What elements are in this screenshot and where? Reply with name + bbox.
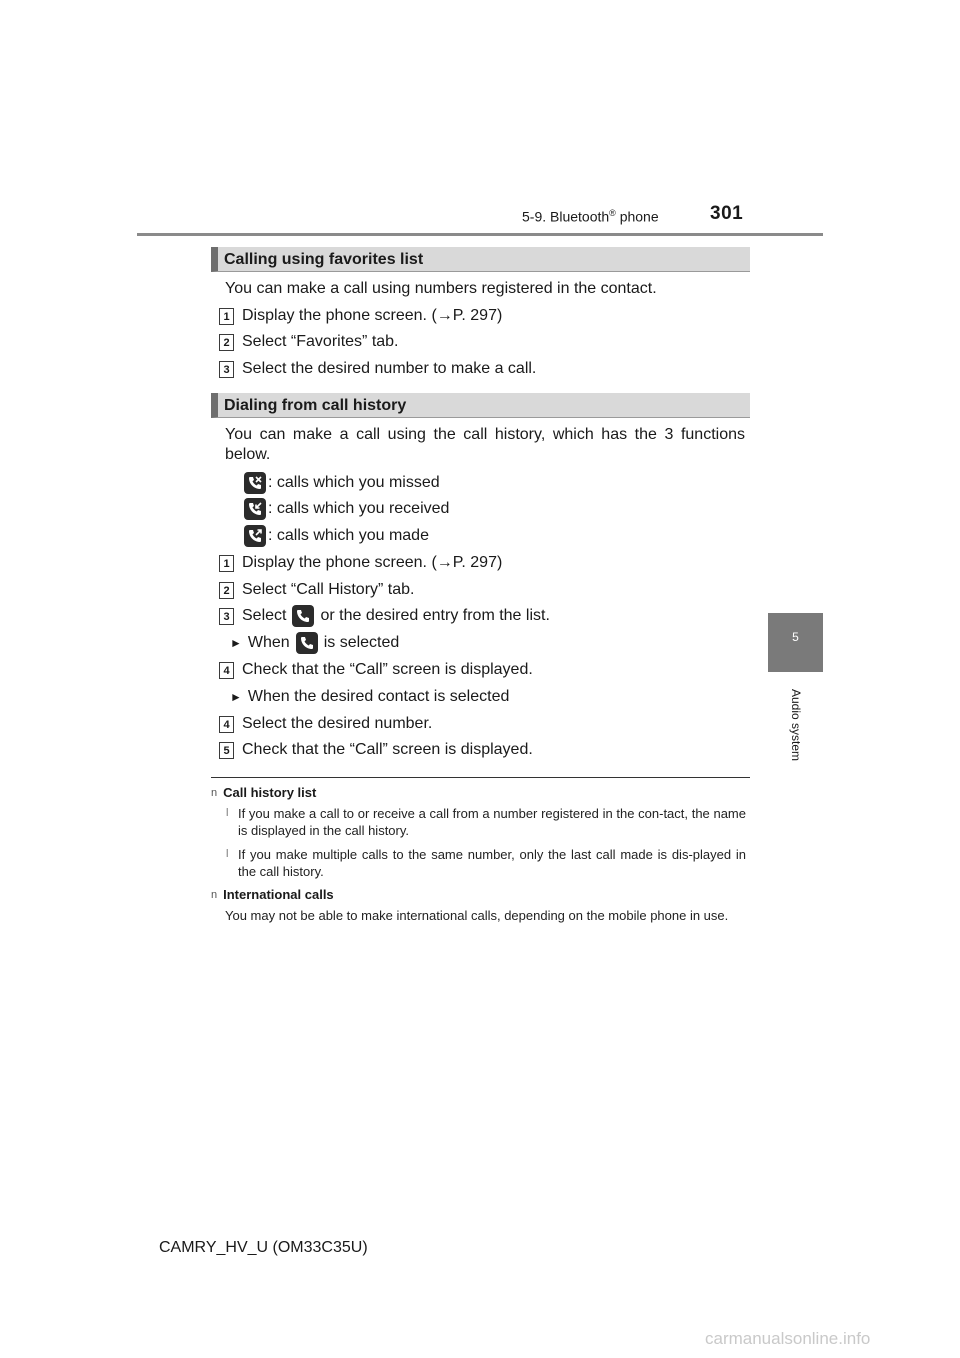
function-made [242, 525, 429, 547]
made-call-icon [244, 525, 266, 547]
header-rule [137, 233, 823, 236]
phone-icon [292, 605, 314, 627]
branch-text-after: is selected [323, 634, 400, 651]
bullet-marker: l [226, 807, 229, 819]
note-heading-text: International calls [223, 887, 334, 902]
step-text: Select the desired number to make a call. [242, 360, 537, 377]
favorites-section-header [211, 247, 750, 272]
step-text: Display the phone screen. (→P. 297) [242, 307, 503, 324]
history-section-title: Dialing from call history [224, 397, 407, 414]
note-bullet [226, 805, 746, 839]
step-text: Select “Favorites” tab. [242, 333, 399, 350]
branch-text-before: When [247, 634, 290, 651]
function-received [242, 498, 449, 520]
note-marker: n [211, 888, 218, 901]
missed-call-icon [244, 472, 266, 494]
note-international-text: You may not be able to make international calls, depending on the mobile phone in use. [225, 908, 729, 923]
function-text: : calls which you missed [268, 474, 440, 491]
footer-model-code: CAMRY_HV_U (OM33C35U) [159, 1239, 368, 1256]
step-number: 2 [219, 582, 234, 599]
page-number: 301 [710, 203, 744, 224]
chapter-number: 5 [792, 630, 799, 644]
note-international-heading [211, 887, 334, 902]
function-text: : calls which you received [268, 500, 450, 517]
triangle-bullet-icon: ► [230, 636, 242, 650]
favorites-section-title: Calling using favorites list [224, 251, 424, 268]
favorites-step-3 [219, 359, 536, 379]
history-step-5 [219, 740, 533, 760]
section-heading: 5-9. Bluetooth® phone [522, 208, 659, 225]
favorites-step-2 [219, 332, 399, 352]
step-number: 1 [219, 555, 234, 572]
history-step-4a [219, 660, 533, 680]
step-text: Select “Call History” tab. [242, 581, 415, 598]
triangle-bullet-icon: ► [230, 690, 242, 704]
chapter-label: Audio system [789, 688, 803, 762]
step-text: Check that the “Call” screen is displayed. [242, 741, 533, 758]
history-section-header [211, 393, 750, 418]
received-call-icon [244, 498, 266, 520]
step-text-after: or the desired entry from the list. [320, 607, 550, 624]
branch-text: When the desired contact is selected [247, 688, 510, 705]
branch-contact-selected [230, 687, 509, 707]
history-intro: You can make a call using the call history, which has the 3 functions below. [225, 426, 745, 463]
favorites-intro: You can make a call using numbers registered in the contact. [225, 280, 657, 297]
step-number: 4 [219, 662, 234, 679]
watermark: carmanualsonline.info [705, 1329, 871, 1348]
step-number: 3 [219, 361, 234, 378]
function-missed [242, 472, 440, 494]
step-text: Select the desired number. [242, 715, 433, 732]
step-number: 4 [219, 716, 234, 733]
notes-rule [211, 777, 750, 778]
step-text: Display the phone screen. (→P. 297) [242, 554, 503, 571]
step-number: 3 [219, 608, 234, 625]
history-step-1 [219, 553, 502, 573]
note-bullet-text: If you make multiple calls to the same number, only the last call made is dis-played in the call history. [238, 847, 746, 879]
note-bullet [226, 846, 746, 880]
note-call-history-heading [211, 785, 316, 800]
step-text: Check that the “Call” screen is displayed. [242, 661, 533, 678]
phone-icon [296, 632, 318, 654]
history-step-2 [219, 580, 415, 600]
history-step-3 [219, 606, 550, 626]
step-number: 2 [219, 334, 234, 351]
bullet-marker: l [226, 848, 229, 860]
step-text-before: Select [242, 607, 287, 624]
favorites-step-1 [219, 306, 502, 326]
step-number: 5 [219, 742, 234, 759]
function-text: : calls which you made [268, 527, 429, 544]
note-marker: n [211, 786, 218, 799]
history-step-4b [219, 714, 432, 734]
note-bullet-text: If you make a call to or receive a call from a number registered in the con-tact, the name is displayed in the call history. [238, 806, 746, 838]
branch-phone-selected [230, 632, 399, 654]
note-heading-text: Call history list [223, 785, 317, 800]
step-number: 1 [219, 308, 234, 325]
